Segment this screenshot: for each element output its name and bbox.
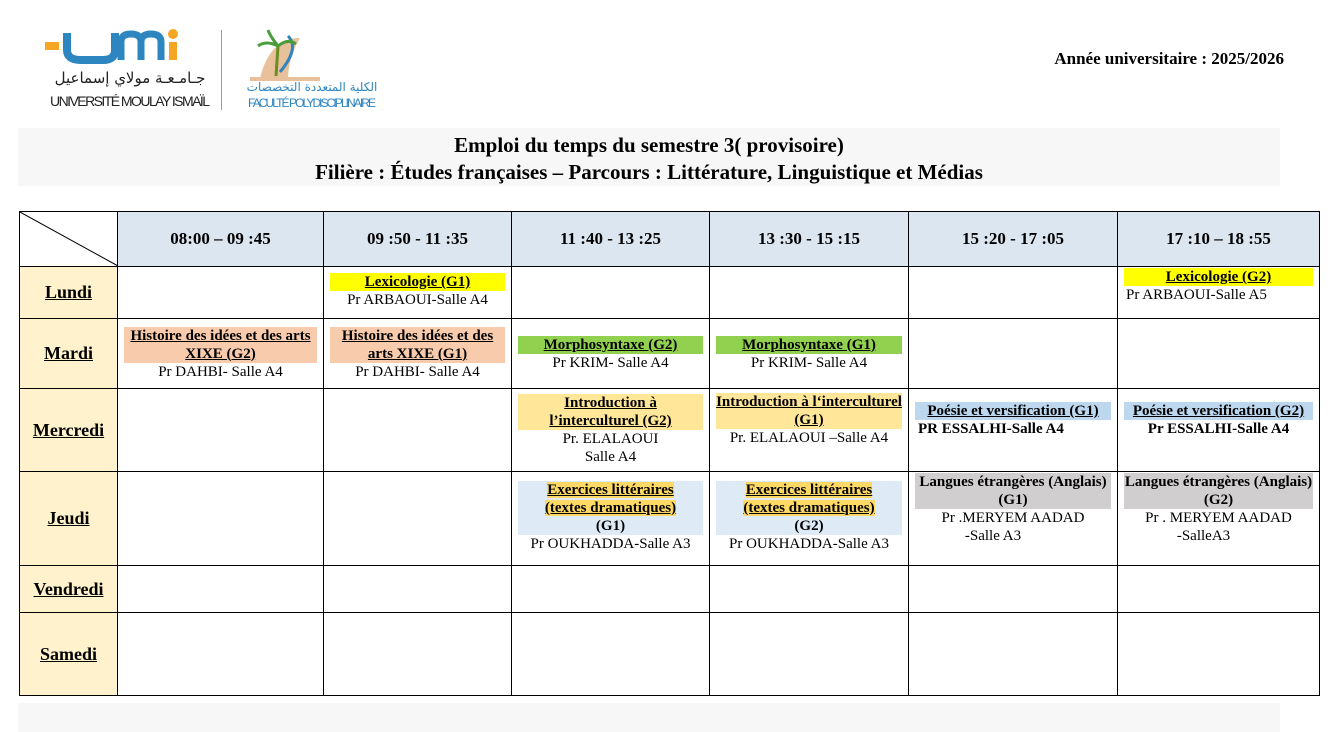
faculty-name: FACULTÉ POLYDISCIPLINAIRE <box>248 96 376 110</box>
course-teacher: Pr ARBAOUI-Salle A5 <box>1126 287 1267 303</box>
course-room: -SalleA3 <box>1176 528 1231 544</box>
mercredi-slot-5 <box>909 389 1118 472</box>
diagonal-line <box>20 212 118 266</box>
course-name: Lexicologie (G2) <box>1124 268 1313 286</box>
day-vendredi: Vendredi <box>20 566 118 613</box>
logo-separator <box>221 30 222 110</box>
time-slot-3: 11 :40 - 13 :25 <box>512 212 710 267</box>
course-room: -Salle A3 <box>964 528 1022 544</box>
course-teacher: Pr KRIM- Salle A4 <box>750 354 868 371</box>
samedi-slot-2 <box>324 613 512 696</box>
academic-year: Année universitaire : 2025/2026 <box>1054 49 1284 68</box>
samedi-slot-1 <box>118 613 324 696</box>
mardi-slot-1 <box>118 319 324 389</box>
page-title: Emploi du temps du semestre 3( provisoire) <box>454 133 844 157</box>
lundi-slot-4 <box>710 267 909 319</box>
samedi-slot-4 <box>710 613 909 696</box>
course-group: (G2) <box>794 518 824 534</box>
lundi-slot-3 <box>512 267 710 319</box>
course-name: Histoire des idées et des arts XIXE (G2) <box>124 327 317 363</box>
course-name: Poésie et versification (G2) <box>1124 402 1313 420</box>
course-name: Morphosyntaxe (G1) <box>716 336 902 354</box>
jeudi-slot-3 <box>512 472 710 566</box>
course-box <box>518 481 703 535</box>
mercredi-slot-2 <box>324 389 512 472</box>
jeudi-slot-1 <box>118 472 324 566</box>
day-mardi: Mardi <box>20 319 118 389</box>
mercredi-slot-3 <box>512 389 710 472</box>
row-vendredi <box>20 566 1320 613</box>
day-mercredi: Mercredi <box>20 389 118 472</box>
faculty-logo <box>240 28 390 114</box>
jeudi-slot-6 <box>1118 472 1320 566</box>
mercredi-slot-1 <box>118 389 324 472</box>
samedi-slot-5 <box>909 613 1118 696</box>
course-teacher: Pr KRIM- Salle A4 <box>552 354 669 371</box>
course-name: Introduction à l’interculturel (G2) <box>518 394 703 430</box>
vendredi-slot-6 <box>1118 566 1320 613</box>
course-room: Salle A4 <box>584 449 637 465</box>
time-header-row <box>20 212 1320 267</box>
course-name: Morphosyntaxe (G2) <box>518 336 703 354</box>
course-teacher: Pr ESSALHI-Salle A4 <box>1147 421 1290 437</box>
mardi-slot-4 <box>710 319 909 389</box>
course-name: Langues étrangères (Anglais) (G1) <box>915 473 1111 509</box>
lundi-slot-5 <box>909 267 1118 319</box>
jeudi-slot-4 <box>710 472 909 566</box>
course-subtitle: (textes dramatiques) <box>544 500 677 516</box>
course-teacher: Pr ARBAOUI-Salle A4 <box>347 292 488 308</box>
course-name: Introduction à l‘interculturel (G1) <box>716 394 902 428</box>
faculty-arabic-name: الكلية المتعددة التخصصات <box>246 80 378 94</box>
lundi-slot-1 <box>118 267 324 319</box>
course-name: Exercices littéraires <box>745 482 873 498</box>
time-slot-2: 09 :50 - 11 :35 <box>324 212 512 267</box>
mardi-slot-5 <box>909 319 1118 389</box>
time-slot-5: 15 :20 - 17 :05 <box>909 212 1118 267</box>
course-teacher: Pr DAHBI- Salle A4 <box>158 363 283 380</box>
course-group: (G1) <box>595 518 626 534</box>
row-samedi <box>20 613 1320 696</box>
course-subtitle: (textes dramatiques) <box>743 500 875 516</box>
row-mardi <box>20 319 1320 389</box>
time-slot-1: 08:00 – 09 :45 <box>118 212 324 267</box>
umi-logo <box>45 28 215 114</box>
mercredi-slot-4 <box>710 389 909 472</box>
samedi-slot-3 <box>512 613 710 696</box>
course-teacher: Pr OUKHADDA-Salle A3 <box>729 536 889 552</box>
lundi-slot-6 <box>1118 267 1320 319</box>
course-name: Langues étrangères (Anglais) (G2) <box>1124 474 1313 508</box>
umi-name: UNIVERSITÉ MOULAY ISMAÏL <box>50 93 210 109</box>
course-teacher: Pr OUKHADDA-Salle A3 <box>530 536 691 552</box>
vendredi-slot-4 <box>710 566 909 613</box>
row-jeudi <box>20 472 1320 566</box>
mercredi-slot-6 <box>1118 389 1320 472</box>
course-name: Exercices littéraires <box>547 482 674 498</box>
row-lundi <box>20 267 1320 319</box>
course-name: Histoire des idées et des arts XIXE (G1) <box>330 327 505 363</box>
jeudi-slot-5 <box>909 472 1118 566</box>
course-name: Lexicologie (G1) <box>330 273 505 291</box>
mardi-slot-6 <box>1118 319 1320 389</box>
vendredi-slot-2 <box>324 566 512 613</box>
mardi-slot-2 <box>324 319 512 389</box>
vendredi-slot-3 <box>512 566 710 613</box>
course-teacher: Pr. ELALAOUI <box>562 431 659 447</box>
mardi-slot-3 <box>512 319 710 389</box>
row-mercredi <box>20 389 1320 472</box>
header <box>0 0 1334 120</box>
timetable <box>19 211 1320 696</box>
corner-cell <box>20 212 118 267</box>
vendredi-slot-5 <box>909 566 1118 613</box>
course-name: Poésie et versification (G1) <box>915 402 1111 420</box>
course-teacher: Pr . MERYEM AADAD <box>1145 510 1292 526</box>
time-slot-6: 17 :10 – 18 :55 <box>1118 212 1320 267</box>
course-teacher: Pr DAHBI- Salle A4 <box>355 363 480 380</box>
samedi-slot-6 <box>1118 613 1320 696</box>
day-samedi: Samedi <box>20 613 118 696</box>
footer-band <box>18 703 1280 732</box>
day-lundi: Lundi <box>20 267 118 319</box>
jeudi-slot-2 <box>324 472 512 566</box>
day-jeudi: Jeudi <box>20 472 118 566</box>
course-box <box>716 481 902 535</box>
time-slot-4: 13 :30 - 15 :15 <box>710 212 909 267</box>
page-subtitle: Filière : Études françaises – Parcours : Littérature, Linguistique et Médias <box>315 160 983 184</box>
umi-arabic-name: جـامـعـة مولاي إسماعيل <box>54 69 206 87</box>
vendredi-slot-1 <box>118 566 324 613</box>
lundi-slot-2 <box>324 267 512 319</box>
course-teacher: Pr .MERYEM AADAD <box>941 510 1085 526</box>
course-teacher: Pr. ELALAOUI –Salle A4 <box>729 430 889 446</box>
course-teacher: PR ESSALHI-Salle A4 <box>918 421 1064 437</box>
